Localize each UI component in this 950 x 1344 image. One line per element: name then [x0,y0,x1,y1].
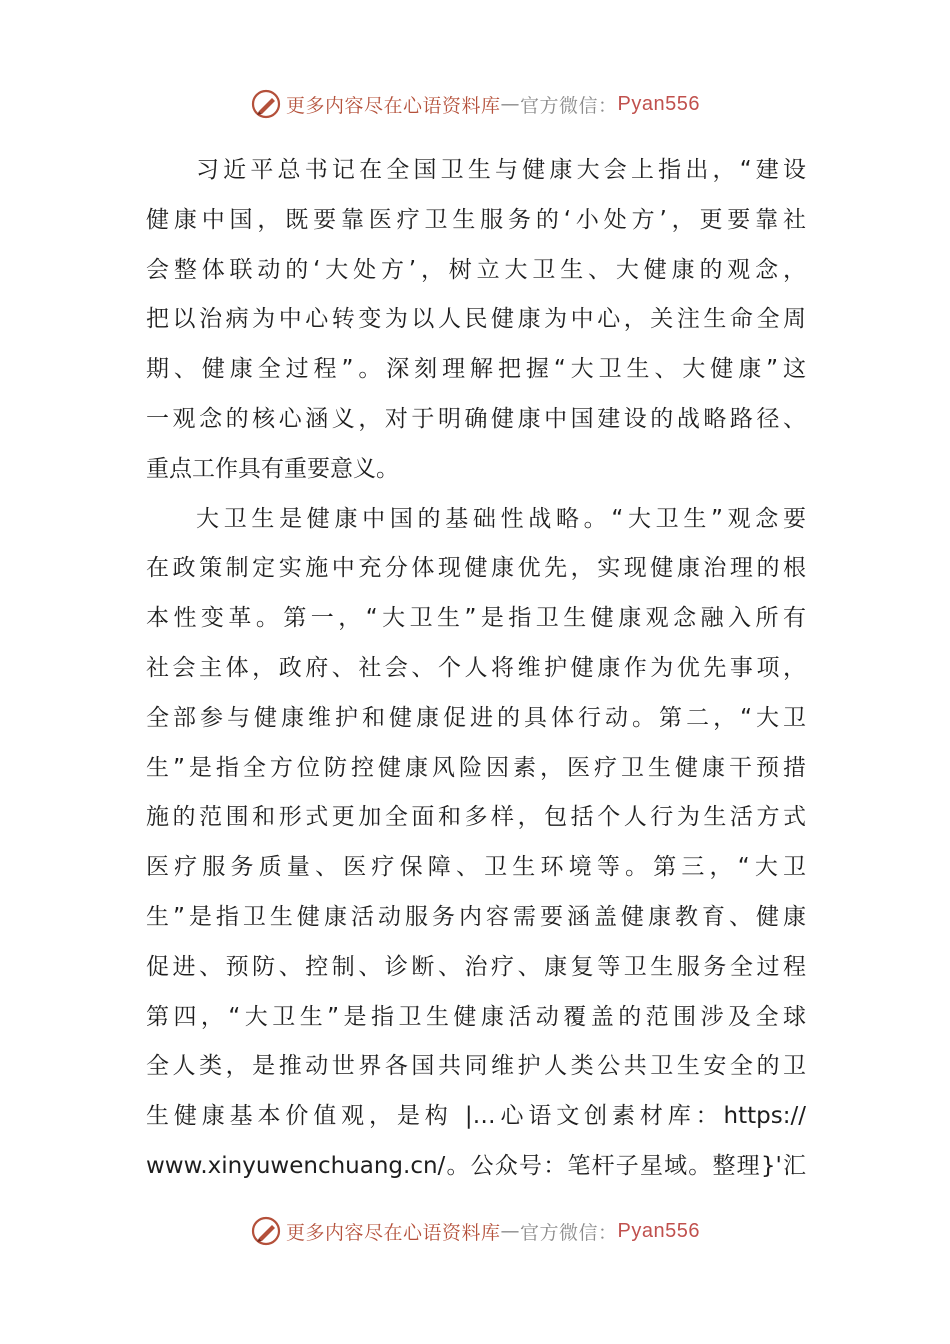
paragraph-1 [146,146,806,495]
text-line: 在政策制定实施中充分体现健康优先，实现健康治理的根 [146,555,806,582]
banner-separator: — [500,93,521,115]
text-line: 全人类，是推动世界各国共同维护人类公共卫生安全的卫 [146,1053,806,1080]
banner-separator: — [500,1220,521,1242]
text-line: 促进、预防、控制、诊断、治疗、康复等卫生服务全过程 [146,953,806,980]
banner-wechat-id: Pyan556 [617,92,700,115]
banner-title: 更多内容尽在心语资料库 [286,1221,501,1244]
text-line: 医疗服务质量、医疗保障、卫生环境等。第三，“大卫 [146,854,806,881]
text-line: 社会主体，政府、社会、个人将维护健康作为优先事项， [146,654,806,681]
text-line: 施的范围和形式更加全面和多样，包括个人行为生活方式 [146,804,806,831]
pen-logo-icon [250,1215,282,1247]
text-line: 生健康基本价值观，是构 |…心语文创素材库：https:// [146,1103,806,1130]
paragraph-2 [146,495,806,1192]
text-line: 健康中国，既要靠医疗卫生服务的‘小处方’，更要靠社 [146,206,806,233]
text-line: 第四，“大卫生”是指卫生健康活动覆盖的范围涉及全球 [146,1003,806,1030]
text-line: www.xinyuwenchuang.cn/。公众号：笔杆子星域。整理}'汇 [146,1152,806,1179]
text-line: 期、健康全过程”。深刻理解把握“大卫生、大健康”这 [146,356,806,383]
text-line: 一观念的核心涵义，对于明确健康中国建设的战略路径、 [146,405,806,432]
banner-label: 官方微信： [520,1221,618,1244]
header-banner [0,84,950,124]
banner-title: 更多内容尽在心语资料库 [286,94,501,117]
pen-logo-icon [250,88,282,120]
banner-wechat-id: Pyan556 [617,1219,700,1242]
text-line: 会整体联动的‘大处方’，树立大卫生、大健康的观念， [146,256,806,283]
text-line: 重点工作具有重要意义。 [146,455,399,482]
text-line: 把以治病为中心转变为以人民健康为中心，关注生命全周 [146,306,806,333]
text-line: 全部参与健康维护和健康促进的具体行动。第二，“大卫 [146,704,806,731]
text-line: 习近平总书记在全国卫生与健康大会上指出，“建设 [196,157,806,183]
document-body [146,146,806,1192]
banner-label: 官方微信： [520,94,618,117]
text-line: 大卫生是健康中国的基础性战略。“大卫生”观念要 [196,505,806,532]
text-line: 生”是指卫生健康活动服务内容需要涵盖健康教育、健康 [146,903,806,930]
text-line: 本性变革。第一，“大卫生”是指卫生健康观念融入所有 [146,605,806,632]
text-line: 生”是指全方位防控健康风险因素，医疗卫生健康干预措 [146,754,806,781]
footer-banner [0,1211,950,1251]
